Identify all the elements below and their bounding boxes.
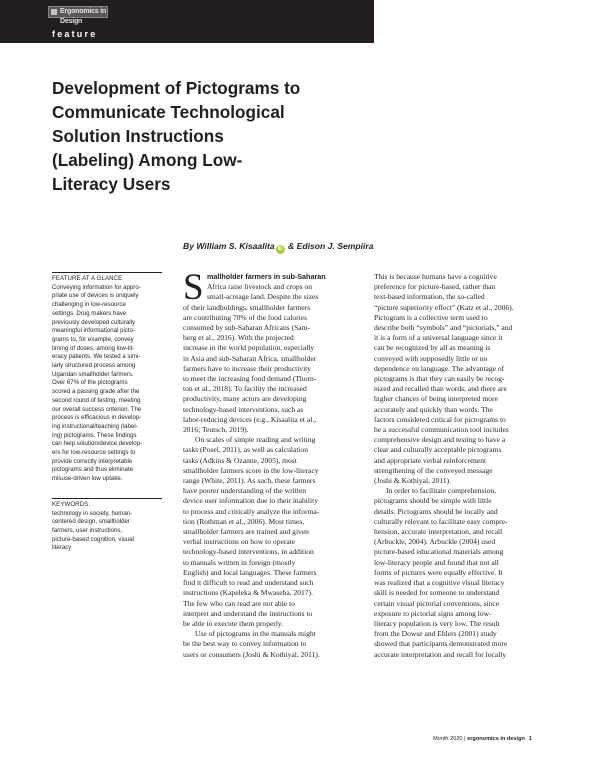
text-line: berg et al., 2016). With the projected [183, 333, 294, 343]
text-line: details. Pictograms should be locally and [374, 506, 498, 516]
glance-heading: FEATURE AT A GLANCE [52, 275, 123, 282]
text-line: pictograms should be simple with little [374, 496, 492, 506]
text-line: smallholder farmers are trained and given [183, 527, 309, 537]
text-line: clear and culturally acceptable pictograms [374, 445, 502, 455]
text-line: pictograms is that they can easily be recog- [374, 374, 505, 384]
divider [52, 498, 162, 499]
text-line: ers for low-resource settings to [52, 449, 136, 457]
text-line: and appropriate verbal reinforcement [374, 455, 487, 465]
keywords-text [52, 510, 162, 554]
page-footer [433, 736, 532, 742]
text-line: technology-based interventions, such as [183, 404, 304, 414]
text-line: comprehensive design and testing to have a [374, 435, 506, 445]
text-line: to meet the increasing food demand (Thorn- [183, 374, 317, 384]
text-line: be the best way to convey information to [183, 639, 307, 649]
title-line: Solution Instructions [52, 126, 224, 146]
text-line: literacy population is very low. The result [374, 618, 500, 628]
text-line: culturally relevant to facilitate easy compre- [374, 516, 508, 526]
title-line: Development of Pictograms to [52, 78, 301, 98]
text-line: technology-based interventions, in addition [183, 547, 314, 557]
text-line: This is because humans have a cognitive [374, 272, 497, 281]
glance-text [52, 284, 162, 484]
text-line: showed that participants demonstrated more [374, 639, 508, 649]
text-line: from the Dowse and Ehlers (2001) study [374, 629, 497, 639]
text-line: settings. Drug makers have [52, 309, 127, 317]
text-line: strengthening of the conveyed message [374, 465, 493, 475]
text-line: (Arbuckle, 2004). Arbuckle (2004) used [374, 537, 496, 547]
text-line: larly structured process among [52, 362, 136, 370]
text-line: tion (Rothman et al., 2006). Most times, [183, 516, 305, 526]
text-line: accurately and quickly than words. The [374, 404, 493, 414]
text-line: English) and local languages. These farmers [183, 567, 317, 577]
text-line: can be recognized by all as meaning is [374, 343, 491, 353]
text-line: exposure to pictorial signs among low- [374, 608, 492, 618]
text-line: dependence on language. The advantage of [374, 363, 505, 373]
journal-logo-icon [51, 9, 57, 15]
text-line: picture-based cognition, visual [52, 535, 134, 543]
feature-at-a-glance [52, 272, 162, 553]
text-line: (Joshi & Kothiyal, 2011). [374, 476, 452, 486]
text-line: “picture superiority effect” (Katz et al., 2006). [374, 302, 514, 312]
text-line: of their landholdings, smallholder farmers [183, 302, 311, 312]
text-line: consumed by sub-Saharan Africans (Sam- [183, 323, 311, 333]
text-line: increase in the world population, especially [183, 343, 315, 353]
text-line: farmers have to increase their productivity [183, 363, 312, 373]
page-number: 1 [528, 736, 533, 742]
text-line: device user information due to their inability [183, 496, 318, 506]
text-line: it is a form of a universal language since it [374, 333, 503, 343]
text-line: Use of pictograms in the manuals might [195, 629, 316, 639]
journal-name: ergonomics in design [467, 736, 525, 742]
keywords-heading: KEYWORDS: [52, 500, 91, 508]
text-line: find it difficult to read and understand such [183, 578, 314, 588]
text-line: range (White, 2011). As such, these farmers [183, 476, 316, 486]
text-line: factors considered critical for pictograms to [374, 414, 506, 424]
text-line: was realized that a cognitive visual literacy [374, 578, 505, 588]
text-line: tasks (Adkins & Ozanne, 2005), most [183, 455, 297, 465]
text-line: second round of testing, meeting [52, 396, 141, 404]
text-line: productivity, many actors are developing [183, 394, 307, 404]
divider [52, 272, 162, 273]
text-line: | [462, 736, 468, 742]
text-line: ing) pictograms. These findings [52, 431, 137, 439]
text-line: centered design, smallholder [52, 518, 130, 526]
text-line: literacy [52, 544, 72, 552]
text-line: skill is needed for someone to understand [374, 588, 500, 598]
drop-cap: S [183, 267, 204, 308]
text-line: are contributing 70% of the food calories [183, 312, 308, 322]
text-line: can help solution/device develop- [52, 440, 143, 448]
text-line: small-acreage land. Despite the sizes [207, 292, 319, 302]
text-line: accurate interpretation and recall for locally [374, 649, 507, 659]
author-name[interactable]: William S. Kisaalita [196, 241, 275, 251]
journal-logo-text: Ergonomics in Design [60, 8, 107, 25]
text-line: be a successful communication tool includes [374, 425, 509, 435]
text-line: provide correctly interpretable [52, 457, 133, 465]
text-line: ing instructional/teaching (label- [52, 422, 138, 430]
text-line: low-literacy people and found that not all [374, 557, 499, 567]
text-line: smallholder farmers score in the low-literacy [183, 465, 319, 475]
text-line: labor-reducing devices (e.g., Kisaalita et al., [183, 414, 317, 424]
text-line: have poorer understanding of the written [183, 486, 307, 496]
text-line: users or consumers (Joshi & Kothiyal, 2011). [183, 649, 320, 659]
section-label: feature [52, 29, 98, 39]
byline [183, 241, 374, 254]
text-line: hension, accurate interpretation, and recall [374, 527, 503, 537]
text-line: ton et al., 2018). To facility the increased [183, 384, 307, 394]
text-line: conveyed with supposedly little or no [374, 353, 488, 363]
text-line: preference for picture-based, rather than [374, 282, 496, 292]
text-line: interpret and understand the instructions to [183, 608, 313, 618]
text-line: instructions (Kapeleka & Mwaseba, 2017). [183, 588, 313, 598]
text-line: grams to, for example, convey [52, 335, 134, 343]
text-line: verbal instructions on how to operate [183, 537, 296, 547]
body-column-2 [374, 272, 560, 660]
text-line: nized and recalled than words, and there are [374, 384, 507, 394]
article-title [52, 76, 342, 196]
text-line: Ugandan smallholder farmers. [52, 370, 134, 378]
text-line: misuse-driven low uptake. [52, 475, 123, 483]
text-line: Pictogram is a collective term used to [374, 312, 488, 322]
journal-logo [48, 6, 108, 25]
text-line: process is efficacious in develop- [52, 414, 142, 422]
text-line: to process and critically analyze the informa- [183, 506, 320, 516]
text-line: On scales of simple reading and writing [195, 435, 316, 445]
author-name[interactable]: & Edison J. Sempiira [285, 241, 374, 251]
text-line: to manuals written in foreign (mostly [183, 557, 296, 567]
text-line: eracy patients. We tested a simi- [52, 353, 141, 361]
text-line: pictograms and thus eliminate [52, 466, 133, 474]
text-line: scored a passing grade after the [52, 388, 140, 396]
text-line: farmers, user instructions, [52, 526, 123, 534]
keywords [52, 498, 162, 553]
text-line: picture-based educational materials among [374, 547, 504, 557]
byline-prefix: By [183, 241, 197, 251]
text-line: previously developed culturally [52, 318, 135, 326]
text-line: higher chances of being interpreted more [374, 394, 498, 404]
text-line: in Asia and sub-Saharan Africa, smallholder [183, 353, 317, 363]
text-line: tasks (Posel, 2011), as well as calculation [183, 445, 309, 455]
title-line: (Labeling) Among Low- [52, 150, 243, 170]
text-line: priate use of devices is uniquely [52, 292, 139, 300]
text-line: describe both “symbols” and “pictorials,” and [374, 323, 513, 333]
text-line: Over 67% of the pictograms [52, 379, 128, 387]
text-line: text-based information, the so-called [374, 292, 485, 302]
text-line: 2016; Teutsch, 2019). [183, 425, 249, 435]
text-line: Conveying information for appro- [52, 283, 141, 291]
orcid-icon[interactable]: iD [277, 246, 283, 252]
text-line: our overall success criterion. The [52, 405, 142, 413]
text-line: timing of doses, among low-lit- [52, 344, 135, 352]
lead-in: mallholder farmers in sub-Saharan [207, 272, 326, 281]
text-line: In order to facilitate comprehension, [386, 486, 497, 496]
issue-date: Month 2020 [433, 736, 463, 742]
text-line: be able to execute them properly. [183, 618, 284, 628]
title-line: Communicate Technological [52, 102, 285, 122]
text-line: meaningful informational picto- [52, 327, 135, 335]
text-line: Africa raise livestock and crops on [207, 282, 312, 292]
text-line: technology in society, human- [52, 509, 133, 517]
text-line: The few who can read are not able to [183, 598, 295, 608]
title-line: Literacy Users [52, 174, 171, 194]
header-bar [0, 0, 374, 43]
text-line: certain visual pictorial conventions, since [374, 598, 500, 608]
text-line: challenging in low-resource [52, 301, 126, 309]
body-column-1 [183, 267, 369, 660]
text-line: forms of pictures were equally effective. It [374, 567, 503, 577]
